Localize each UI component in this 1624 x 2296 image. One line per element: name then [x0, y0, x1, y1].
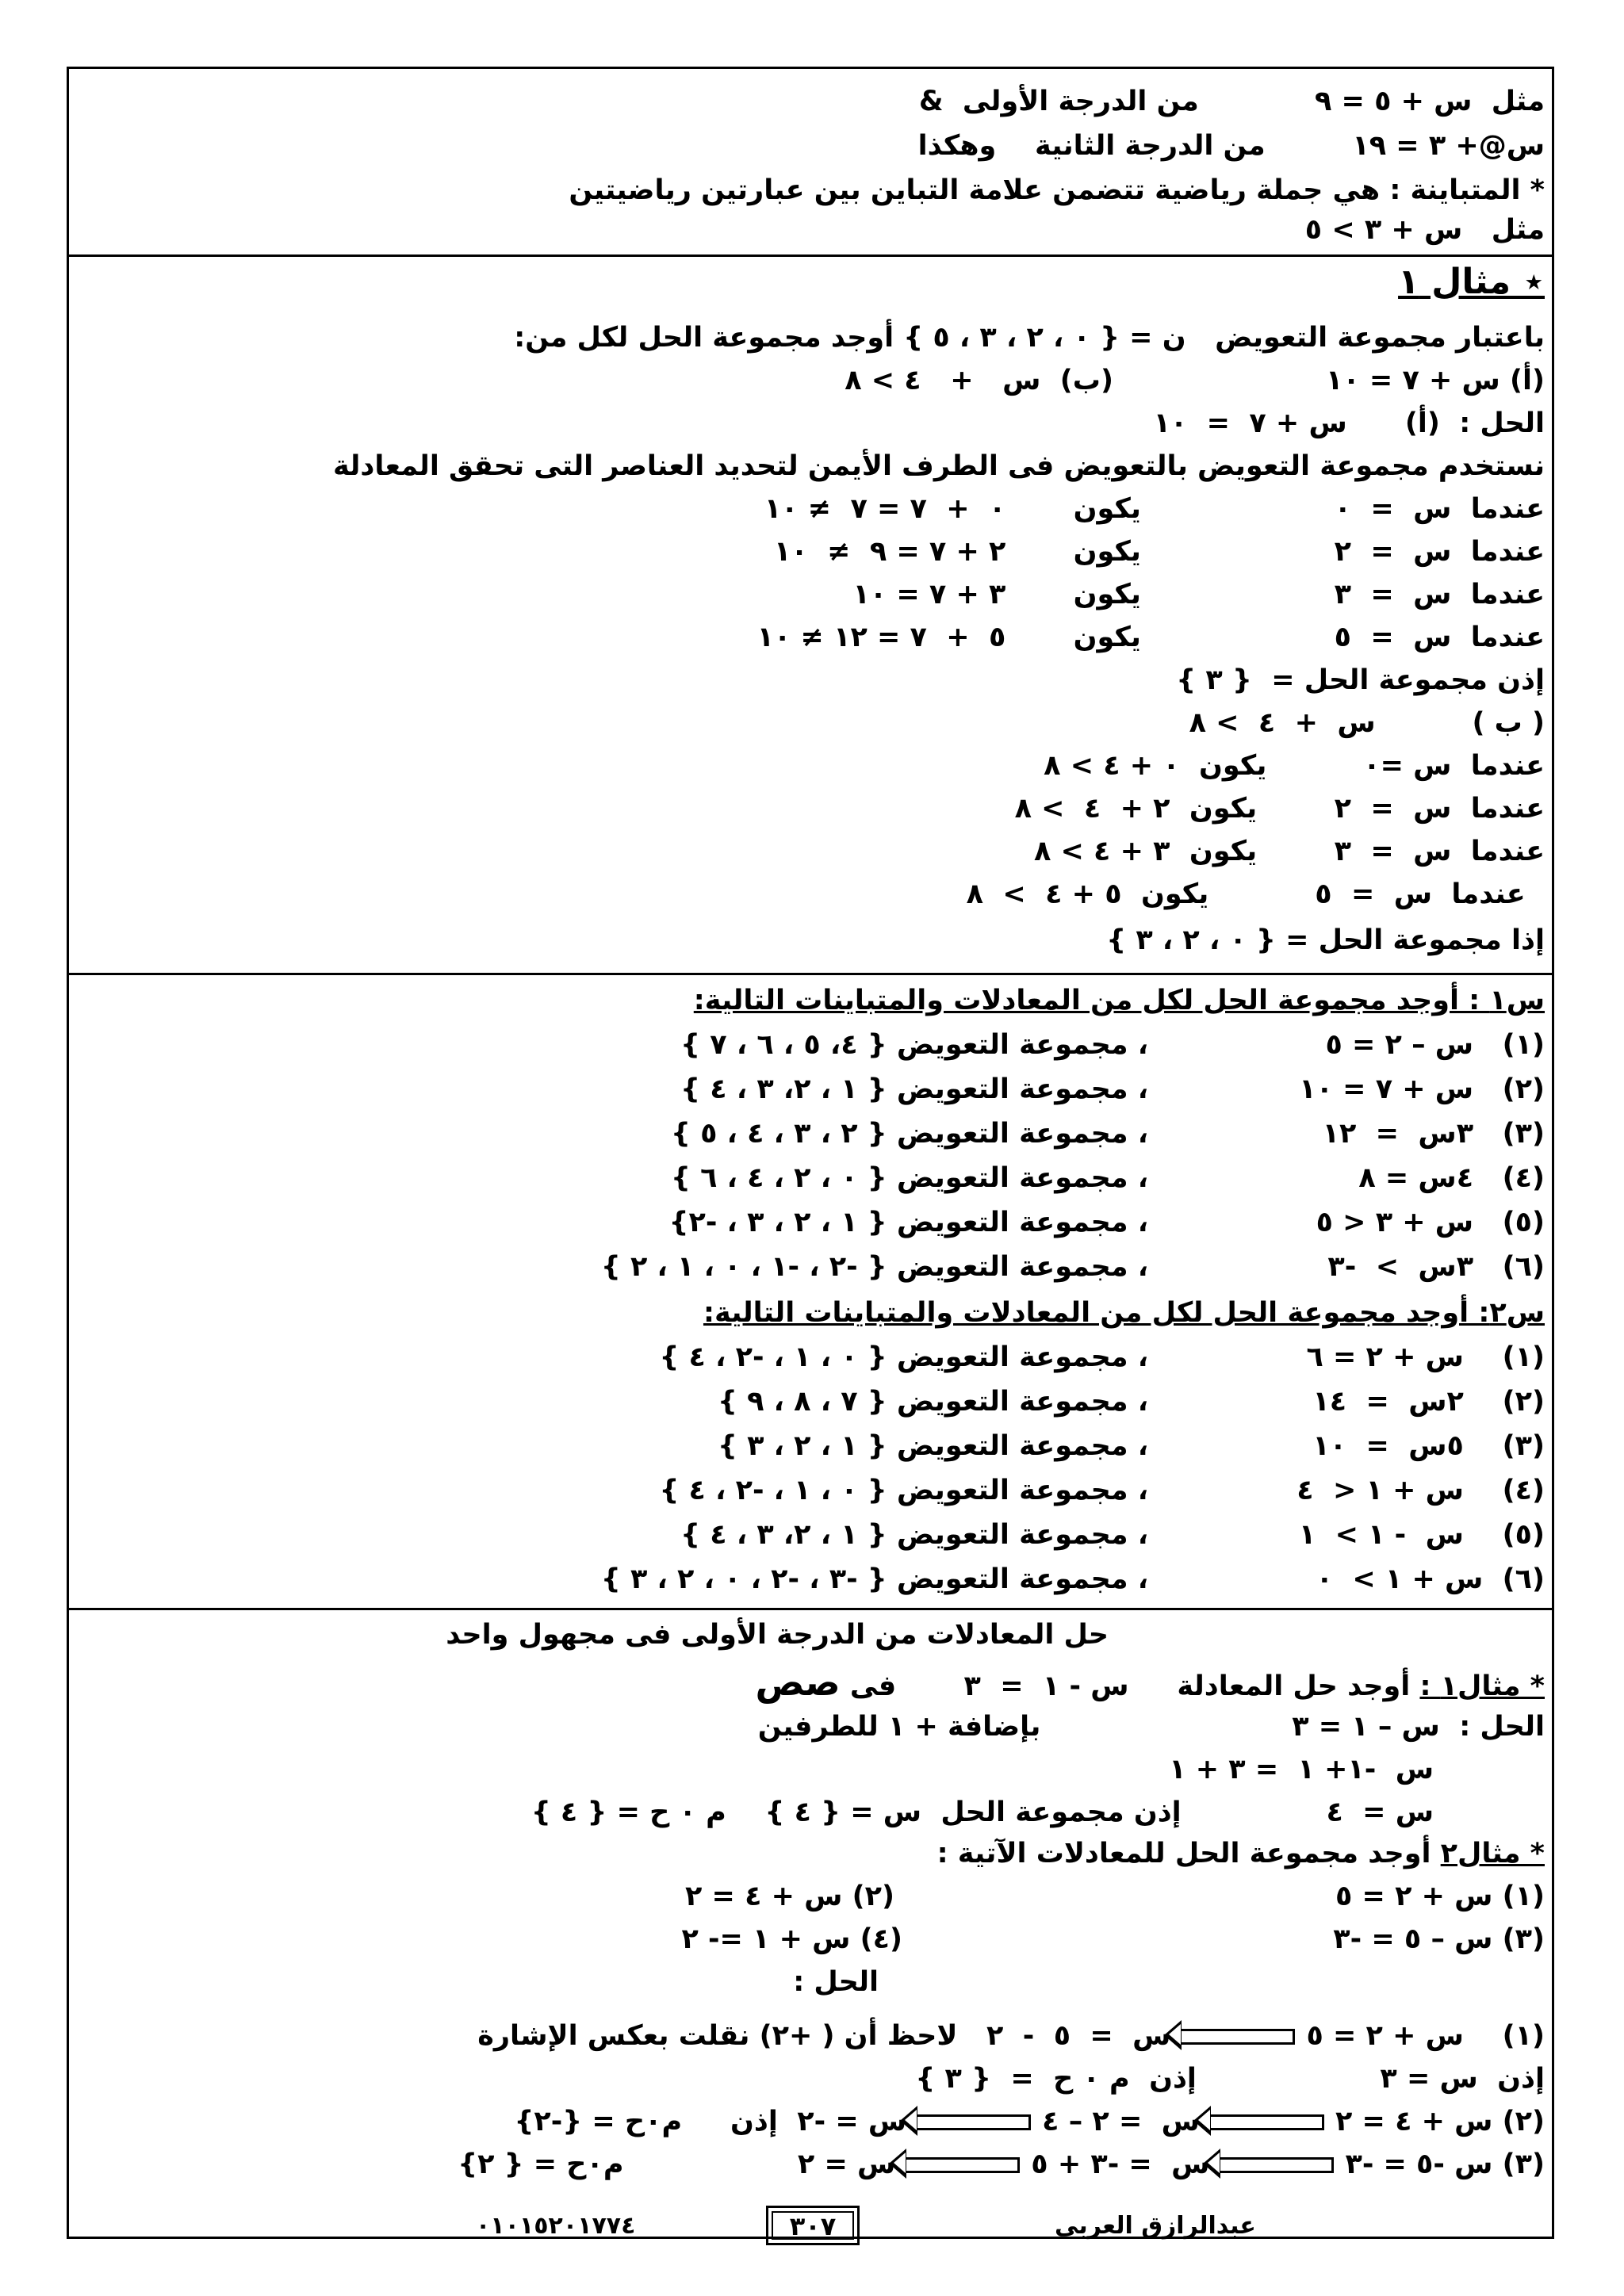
q2-set-1: ، مجموعة التعويض { ٠ ، ١ ، -٢ ، ٤ } [659, 1341, 1148, 1373]
arrow-left-icon [1211, 2114, 1324, 2130]
q1-eq-3: (٣) ٣س = ١٢ [1322, 1118, 1545, 1150]
example1-solution-a: الحل : (أ) س + ٧ = ١٠ [1153, 408, 1545, 439]
example1-result-b: إذا مجموعة الحل = { ٠ ، ٢ ، ٣ } [1106, 924, 1545, 956]
example1-row-a4: عندما س = ٥ يكون ٥ + ٧ = ١٢ ≠ ١٠ [756, 622, 1545, 653]
example1-row-a2: عندما س = ٢ يكون ٢ + ٧ = ٩ ≠ ١٠ [774, 536, 1545, 568]
q2-set-3: ، مجموعة التعويض { ١ ، ٢ ، ٣ } [718, 1430, 1148, 1462]
example1-title: ⋆ مثال ١ [1398, 262, 1545, 302]
linear-heading: حل المعادلات من الدرجة الأولى فى مجهول واحد [446, 1619, 1109, 1651]
example1-text: أوجد حل المعادلة س - ١ = ٣ فى [840, 1670, 1420, 1702]
example1-row-a3: عندما س = ٣ يكون ٣ + ٧ = ١٠ [852, 579, 1545, 610]
linear-example1 [755, 1662, 1545, 1707]
q2-set-6: ، مجموعة التعويض { -٣ ، -٢ ، ٠ ، ٢ ، ٣ } [600, 1563, 1148, 1595]
arrow-left-icon [917, 2114, 1031, 2130]
s2-equation: (٢) س + ٤ = ٢ [1335, 2106, 1545, 2137]
example1-method: نستخدم مجموعة التعويض بالتعويض فى الطرف الأيمن لتحديد العناصر التى تحقق المعادلة [332, 450, 1545, 482]
q2-eq-2: (٢) ٢س = ١٤ [1312, 1386, 1545, 1418]
example1-row-b3: عندما س = ٣ يكون ٣ + ٤ > ٨ [1033, 836, 1545, 867]
phone-number: ٠١٠١٥٢٠١٧٧٤ [476, 2212, 636, 2240]
q2-set-4: ، مجموعة التعويض { ٠ ، ١ ، -٢ ، ٤ } [659, 1475, 1148, 1506]
example1-parts: (أ) س + ٧ = ١٠ (ب) س + ٤ > ٨ [845, 365, 1545, 396]
intro-line-1: مثل س + ٥ = ٩ من الدرجة الأولى & [919, 86, 1545, 117]
q2-eq-4: (٤) س + ١ < ٤ [1297, 1475, 1545, 1506]
q1-set-5: ، مجموعة التعويض { ١ ، ٢ ، ٣ ، -٢} [668, 1207, 1148, 1238]
integer-set-symbol: صص [755, 1661, 841, 1704]
q1-eq-5: (٥) س + ٣ < ٥ [1316, 1207, 1545, 1238]
q1-eq-2: (٢) س + ٧ = ١٠ [1299, 1073, 1545, 1105]
example1-part-b: ( ب ) س + ٤ > ٨ [1189, 707, 1545, 739]
section-divider [67, 1608, 1554, 1610]
s3-result: س = ٢ م٠ح = { ٢} [458, 2149, 896, 2180]
page-number: ٣٠٧ [772, 2211, 854, 2240]
arrow-left-icon [1220, 2157, 1334, 2173]
q2-eq-5: (٥) س - ١ > ١ [1298, 1519, 1545, 1551]
q1-set-1: ، مجموعة التعويض { ٤، ٥ ، ٦ ، ٧ } [680, 1029, 1148, 1061]
s3-step: س = -٣ + ٥ [1031, 2149, 1210, 2180]
section-divider [67, 254, 1554, 257]
arrow-left-icon [906, 2157, 1020, 2173]
example1-result-a: إذن مجموعة الحل = { ٣ } [1176, 664, 1545, 696]
solution-row-2 [514, 2101, 1545, 2142]
s3-equation: (٣) س -٥ = -٣ [1345, 2149, 1545, 2180]
q1-set-6: ، مجموعة التعويض { -٢ ، -١ ، ٠ ، ١ ، ٢ } [600, 1251, 1148, 1283]
solution-label: الحل : [793, 1966, 879, 1998]
example1-row-b1: عندما س =٠ يكون ٠ + ٤ > ٨ [1044, 750, 1545, 782]
example2-label: * مثال٢ [1440, 1838, 1545, 1869]
example1-label: * مثال١ : [1419, 1670, 1545, 1702]
example2-item-1: (١) س + ٢ = ٥ [1335, 1881, 1545, 1912]
s1-step: س = ٥ - ٢ لاحظ أن ( +٢) نقلت بعكس الإشارة [477, 2020, 1171, 2052]
author-name: عبدالرازق العربى [1055, 2212, 1256, 2240]
intro-definition: * المتباينة : هي جملة رياضية تتضمن علامة التباين بين عبارتين رياضيتين [569, 174, 1545, 206]
q1-eq-4: (٤) ٤س = ٨ [1358, 1162, 1545, 1194]
example2-item-2: (٢) س + ٤ = ٢ [684, 1881, 894, 1912]
q1-title: س١ : أوجد مجموعة الحل لكل من المعادلات والمتباينات التالية: [693, 985, 1545, 1016]
q2-eq-1: (١) س + ٢ = ٦ [1306, 1341, 1545, 1373]
example2-item-4: (٤) س + ١ =- ٢ [681, 1923, 902, 1955]
solution-row-1-result: إذن س = ٣ إذن م ٠ ح = { ٣ } [915, 2063, 1545, 2095]
example1-row-a1: عندما س = ٠ يكون ٠ + ٧ = ٧ ≠ ١٠ [764, 493, 1545, 525]
intro-line-2: س@+ ٣ = ١٩ من الدرجة الثانية وهكذا [917, 130, 1545, 162]
q2-title: س٢: أوجد مجموعة الحل لكل من المعادلات والمتباينات التالية: [703, 1297, 1545, 1329]
q2-set-2: ، مجموعة التعويض { ٧ ، ٨ ، ٩ } [718, 1386, 1148, 1418]
intro-example: مثل س + ٣ > ٥ [1304, 214, 1545, 246]
s2-step: س = ٢ – ٤ [1042, 2106, 1200, 2137]
q1-set-2: ، مجموعة التعويض { ١ ، ٢، ٣ ، ٤ } [680, 1073, 1148, 1105]
example1-row-b4: عندما س = ٥ يكون ٥ + ٤ > ٨ [966, 878, 1545, 910]
section-divider [67, 973, 1554, 975]
example1-row-b2: عندما س = ٢ يكون ٢ + ٤ > ٨ [1014, 793, 1545, 825]
solution-row-1 [477, 2015, 1545, 2057]
arrow-left-icon [1182, 2029, 1295, 2045]
s1-equation: (١) س + ٢ = ٥ [1306, 2020, 1545, 2052]
example1-statement: باعتبار مجموعة التعويض ن = { ٠ ، ٢ ، ٣ ، ٥ } أوجد مجموعة الحل لكل من: [514, 322, 1545, 354]
page-number-box [766, 2206, 860, 2245]
q1-set-4: ، مجموعة التعويض { ٠ ، ٢ ، ٤ ، ٦ } [670, 1162, 1148, 1194]
example2-text: أوجد مجموعة الحل للمعادلات الآتية : [936, 1838, 1441, 1869]
q2-eq-6: (٦) س + ١ > ٠ [1316, 1563, 1545, 1595]
solution-row-3 [458, 2144, 1545, 2185]
linear-solution1-step: س -١+ ١ = ٣ + ١ [1169, 1754, 1434, 1785]
q2-eq-3: (٣) ٥س = ١٠ [1312, 1430, 1545, 1462]
s2-result: س = -٢ إذن م٠ح = {-٢} [514, 2106, 907, 2137]
q1-eq-6: (٦) ٣س > -٣ [1327, 1251, 1545, 1283]
example2-item-3: (٣) س – ٥ = -٣ [1333, 1923, 1545, 1955]
linear-solution1-result: س = ٤ إذن مجموعة الحل س = { ٤ } م ٠ ح = { ٤ } [530, 1797, 1434, 1828]
q2-set-5: ، مجموعة التعويض { ١ ، ٢، ٣ ، ٤ } [680, 1519, 1148, 1551]
q1-eq-1: (١) س – ٢ = ٥ [1325, 1029, 1545, 1061]
q1-set-3: ، مجموعة التعويض { ٢ ، ٣ ، ٤ ، ٥ } [670, 1118, 1148, 1150]
linear-example2 [937, 1833, 1545, 1874]
linear-solution1: الحل : س – ١ = ٣ بإضافة + ١ للطرفين [757, 1711, 1545, 1743]
